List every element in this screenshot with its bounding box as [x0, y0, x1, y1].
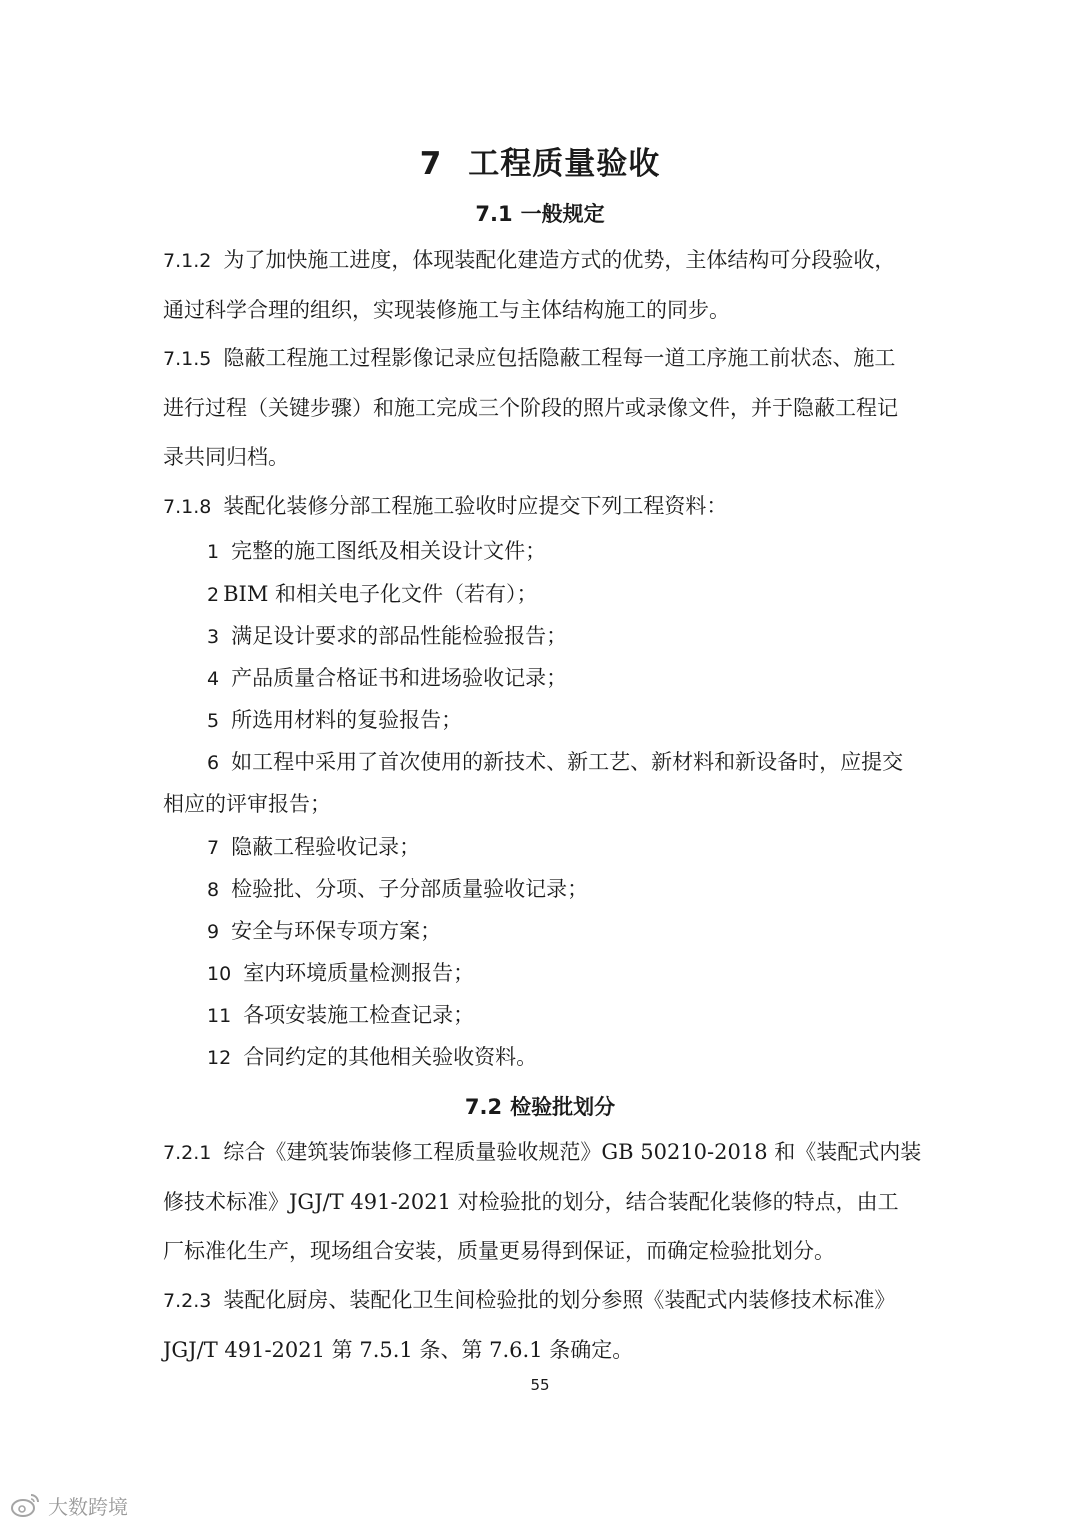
clause-text-line: 录共同归档。 [163, 445, 289, 469]
list-item [207, 910, 441, 954]
item-number: 9 [207, 921, 220, 943]
chapter-number: 7 [419, 146, 443, 182]
list-item [207, 530, 546, 574]
clause-id: 7.2.3 [163, 1290, 212, 1312]
list-item [207, 615, 567, 659]
list-item [207, 657, 567, 701]
clause-text-line: JGJ/T 491-2021 第 7.5.1 条、第 7.6.1 条确定。 [163, 1338, 634, 1362]
clause-7-2-3 [163, 1276, 923, 1375]
item-number: 1 [207, 541, 220, 563]
clause-7-1-8 [163, 482, 923, 532]
item-text: 合同约定的其他相关验收资料。 [243, 1045, 538, 1069]
clause-id: 7.1.2 [163, 250, 212, 272]
item-number: 7 [207, 837, 220, 859]
section-number: 7.2 [464, 1095, 503, 1119]
item-text: 检验批、分项、子分部质量验收记录； [231, 877, 589, 901]
list-item [207, 1036, 537, 1080]
section-title-7-1 [0, 198, 1080, 228]
item-number: 12 [207, 1047, 232, 1069]
section-title-text: 检验批划分 [510, 1095, 616, 1119]
item-number: 3 [207, 626, 220, 648]
list-item [207, 741, 903, 785]
list-item-continuation: 相应的评审报告； [163, 792, 331, 816]
clause-text-line: 装配化装修分部工程施工验收时应提交下列工程资料： [223, 494, 728, 518]
clause-7-2-1 [163, 1128, 923, 1276]
item-number: 5 [207, 710, 220, 732]
chapter-title [0, 138, 1080, 183]
clause-text-line: 通过科学合理的组织，实现装修施工与主体结构施工的同步。 [163, 298, 730, 322]
item-number: 6 [207, 752, 220, 774]
list-item [207, 826, 420, 870]
section-title-7-2 [0, 1091, 1080, 1121]
watermark-text: 大数跨境 [48, 1494, 128, 1519]
clause-text-line: 为了加快施工进度，体现装配化建造方式的优势，主体结构可分段验收， [223, 248, 896, 272]
item-text: 产品质量合格证书和进场验收记录； [231, 666, 568, 690]
item-text: 室内环境质量检测报告； [243, 961, 475, 985]
item-text: 隐蔽工程验收记录； [231, 835, 421, 859]
item-text: 安全与环保专项方案； [231, 919, 442, 943]
list-item [207, 573, 538, 617]
clause-text-line: 厂标准化生产，现场组合安装，质量更易得到保证，而确定检验批划分。 [163, 1239, 835, 1263]
section-number: 7.1 [475, 202, 513, 226]
list-item [207, 868, 588, 912]
clause-text-line: 综合《建筑装饰装修工程质量验收规范》GB 50210-2018 和《装配式内装 [223, 1140, 922, 1164]
list-item [207, 952, 474, 996]
item-number: 4 [207, 668, 220, 690]
section-title-text: 一般规定 [520, 202, 605, 226]
clause-7-1-2 [163, 236, 923, 335]
clause-text-line: 进行过程（关键步骤）和施工完成三个阶段的照片或录像文件，并于隐蔽工程记 [163, 396, 898, 420]
clause-text-line: 隐蔽工程施工过程影像记录应包括隐蔽工程每一道工序施工前状态、施工 [223, 346, 896, 370]
list-item [207, 994, 474, 1038]
watermark [10, 1490, 128, 1520]
item-number: 11 [207, 1005, 232, 1027]
clause-text-line: 装配化厨房、装配化卫生间检验批的划分参照《装配式内装修技术标准》 [223, 1288, 896, 1312]
clause-id: 7.2.1 [163, 1142, 212, 1164]
item-text: 如工程中采用了首次使用的新技术、新工艺、新材料和新设备时，应提交 [231, 750, 904, 774]
item-number: 8 [207, 879, 220, 901]
item-text: 所选用材料的复验报告； [231, 708, 463, 732]
item-text: BIM 和相关电子化文件（若有）； [223, 582, 538, 606]
weibo-logo-icon [10, 1491, 42, 1519]
clause-text-line: 修技术标准》JGJ/T 491-2021 对检验批的划分，结合装配化装修的特点，由工 [163, 1190, 899, 1214]
list-item [207, 699, 462, 743]
clause-id: 7.1.8 [163, 496, 212, 518]
chapter-title-text: 工程质量验收 [468, 146, 661, 182]
page-number: 55 [530, 1376, 550, 1394]
item-text: 完整的施工图纸及相关设计文件； [231, 539, 547, 563]
clause-7-1-5 [163, 334, 923, 482]
item-number: 10 [207, 963, 232, 985]
clause-id: 7.1.5 [163, 348, 212, 370]
item-text: 满足设计要求的部品性能检验报告； [231, 624, 568, 648]
item-number: 2 [207, 584, 220, 606]
item-text: 各项安装施工检查记录； [243, 1003, 475, 1027]
